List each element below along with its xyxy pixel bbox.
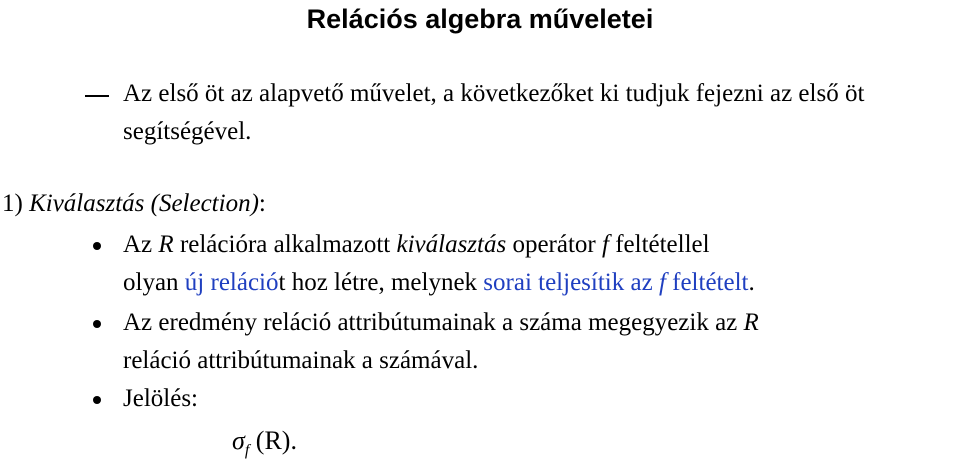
operator-name: kiválasztás [396, 231, 507, 258]
sigma-subscript: f [244, 442, 250, 459]
section-name: Kiválasztás (Selection) [29, 190, 259, 217]
intro-text: Az első öt az alapvető művelet, a következőket ki tudjuk fejezni az első öt segítségével. [123, 80, 865, 145]
text: relációra alkalmazott [173, 231, 397, 258]
bullet-dot [93, 320, 101, 328]
relation-symbol: R [158, 231, 174, 258]
text: olyan [123, 269, 185, 296]
bullet2-line2: reláció attribútumainak a számával. [123, 347, 479, 374]
section-colon: : [258, 190, 266, 217]
notation-argument: (R). [249, 426, 297, 455]
bullet3-label: Jelölés: [123, 385, 198, 412]
text: feltétellel [608, 231, 710, 258]
highlight-text: új reláció [184, 269, 279, 296]
highlight-text: feltételt [665, 269, 749, 296]
bullet-dot [93, 396, 101, 404]
text: Az eredmény reláció attribútumainak a száma megegyezik az [123, 309, 744, 336]
section-number: 1) [2, 190, 23, 217]
condition-symbol: f [602, 231, 609, 258]
section-heading [2, 185, 266, 223]
text: t hoz létre, melynek [278, 269, 484, 296]
bullet1-line1 [123, 226, 710, 264]
condition-symbol: f [658, 269, 666, 296]
dash-marker [85, 95, 109, 97]
relation-symbol: R [743, 309, 759, 336]
page-title: Relációs algebra műveletei [306, 4, 654, 34]
bullet2-line1 [123, 304, 759, 342]
text: Az [123, 231, 159, 258]
sigma-symbol: σ [232, 426, 245, 455]
text: operátor [506, 231, 602, 258]
bullet-dot [93, 242, 101, 250]
text: . [748, 269, 755, 296]
bullet1-line2 [123, 264, 755, 302]
highlight-text: sorai teljesítik az [483, 269, 659, 296]
